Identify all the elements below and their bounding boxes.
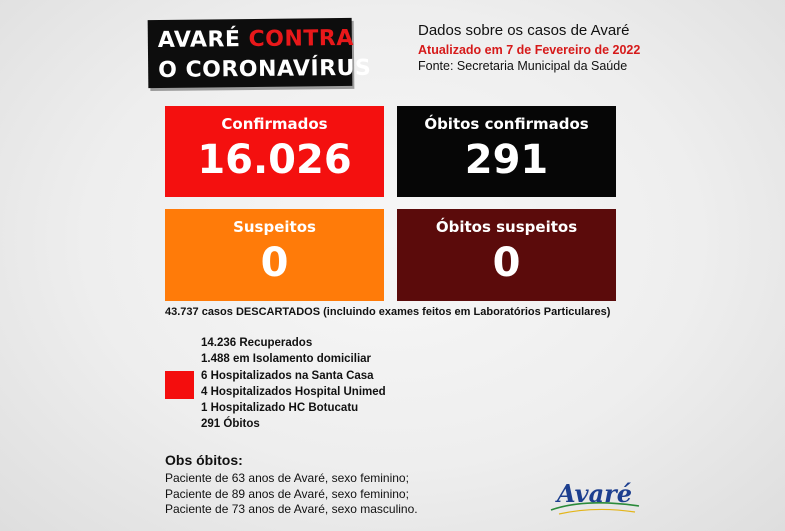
info-heading: Dados sobre os casos de Avaré	[418, 22, 630, 39]
deaths-confirmed-card	[397, 106, 616, 197]
deaths-confirmed-label: Óbitos confirmados	[424, 115, 589, 133]
list-item: 4 Hospitalizados Hospital Unimed	[201, 385, 386, 398]
list-item: 1 Hospitalizado HC Botucatu	[201, 402, 359, 415]
title-banner	[148, 18, 372, 88]
confirmed-value: 16.026	[197, 137, 352, 183]
logo-text: Avaré	[557, 479, 633, 508]
obs-line: Paciente de 63 anos de Avaré, sexo feminino;	[165, 471, 409, 485]
info-updated: Atualizado em 7 de Fevereiro de 2022	[418, 43, 641, 57]
info-block	[418, 22, 648, 73]
deaths-suspected-card	[397, 209, 616, 301]
suspected-card	[165, 209, 384, 301]
list-item: 6 Hospitalizados na Santa Casa	[201, 369, 374, 382]
deaths-confirmed-value: 291	[464, 137, 549, 183]
list-item: 14.236 Recuperados	[201, 337, 313, 349]
deaths-suspected-label: Óbitos suspeitos	[435, 218, 578, 236]
title-city: AVARÉ	[157, 27, 241, 53]
obs-line: Paciente de 73 anos de Avaré, sexo masculino.	[165, 502, 418, 516]
status-list	[201, 337, 386, 435]
confirmed-card	[165, 106, 384, 197]
deaths-suspected-value: 0	[492, 240, 521, 286]
obs-block	[165, 452, 418, 518]
list-item: 1.488 em Isolamento domiciliar	[201, 353, 372, 366]
title-line-2: O CORONAVÍRUS	[158, 55, 372, 83]
suspected-label: Suspeitos	[233, 218, 316, 236]
obs-line: Paciente de 89 anos de Avaré, sexo feminino;	[165, 486, 409, 501]
confirmed-label: Confirmados	[221, 115, 328, 133]
title-contra: CONTRA	[248, 25, 354, 53]
list-item: 291 Óbitos	[201, 418, 260, 431]
title-line-1	[158, 26, 354, 53]
avare-logo-icon	[545, 470, 645, 520]
suspected-value: 0	[260, 240, 289, 286]
red-marker	[165, 371, 194, 399]
obs-heading: Obs óbitos:	[165, 452, 243, 468]
discarded-cases: 43.737 casos DESCARTADOS (incluindo exames feitos em Laboratórios Particulares)	[165, 306, 611, 318]
info-source: Fonte: Secretaria Municipal da Saúde	[418, 59, 628, 73]
